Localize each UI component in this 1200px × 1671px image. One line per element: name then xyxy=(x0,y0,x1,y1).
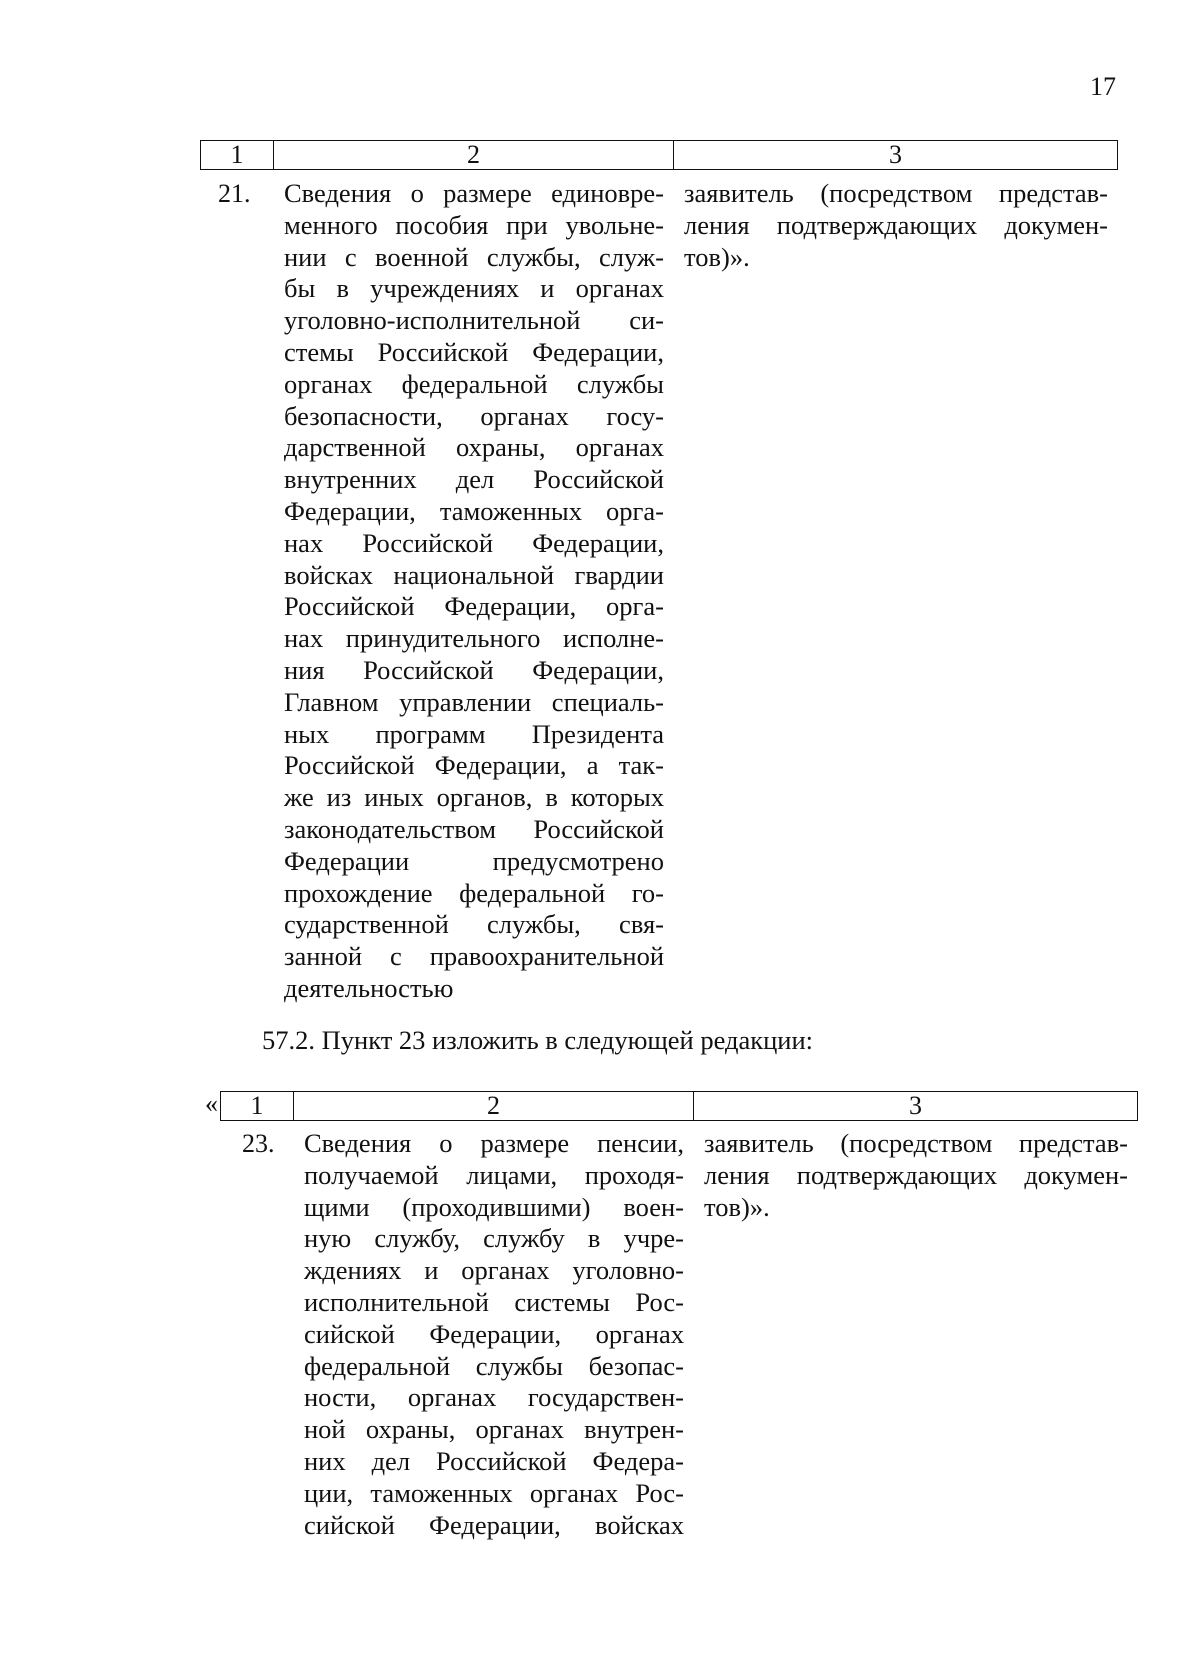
desc-line: Главном управлении специаль- xyxy=(284,686,664,717)
desc-line: законодательством Российской xyxy=(284,813,664,844)
source-line: тов)». xyxy=(704,1191,770,1222)
desc-line: уголовно-исполнительной си- xyxy=(284,305,664,336)
desc-line: ной охраны, органах внутрен- xyxy=(304,1414,684,1445)
table-1-source xyxy=(684,178,1108,273)
desc-line: Федерации, таможенных орга- xyxy=(284,495,664,526)
desc-line: ждениях и органах уголовно- xyxy=(304,1255,684,1286)
table-1-row-number: 21. xyxy=(218,179,251,208)
desc-line: внутренних дел Российской xyxy=(284,464,664,495)
desc-line: нах Российской Федерации, xyxy=(284,527,664,558)
source-line: ления подтверждающих докумен- xyxy=(684,209,1108,240)
desc-line: Российской Федерации, орга- xyxy=(284,591,664,622)
desc-line: них дел Российской Федера- xyxy=(304,1445,684,1476)
table-2-source xyxy=(704,1128,1128,1223)
desc-line: сийской Федерации, войсках xyxy=(304,1509,684,1540)
source-line: тов)». xyxy=(684,241,750,272)
amendment-paragraph: 57.2. Пункт 23 изложить в следующей редакции: xyxy=(262,1025,814,1055)
table-1-header-col-3: 3 xyxy=(673,140,1118,170)
desc-line: сударственной службы, свя- xyxy=(284,909,664,940)
table-2-description xyxy=(304,1128,684,1541)
open-quote: « xyxy=(205,1089,218,1118)
desc-line: ных программ Президента xyxy=(284,718,664,749)
desc-line: бы в учреждениях и органах xyxy=(284,273,664,304)
desc-line: щими (проходившими) воен- xyxy=(304,1191,684,1222)
desc-line: ности, органах государствен- xyxy=(304,1382,684,1413)
desc-line: дарственной охраны, органах xyxy=(284,432,664,463)
source-line: заявитель (посредством представ- xyxy=(704,1128,1128,1158)
page-number: 17 xyxy=(1090,72,1116,101)
desc-line: Федерации предусмотрено xyxy=(284,845,664,876)
desc-line: стемы Российской Федерации, xyxy=(284,336,664,367)
desc-line: получаемой лицами, проходя- xyxy=(304,1159,684,1190)
desc-line: деятельностью xyxy=(284,972,454,1003)
table-1 xyxy=(200,140,1118,1003)
desc-line: сийской Федерации, органах xyxy=(304,1318,684,1349)
table-2 xyxy=(220,1091,1138,1571)
desc-line: нах принудительного исполне- xyxy=(284,623,664,654)
table-2-header-col-2: 2 xyxy=(293,1091,694,1121)
desc-line: Сведения о размере единовре- xyxy=(284,178,664,208)
desc-line: Российской Федерации, а так- xyxy=(284,750,664,781)
desc-line: войсках национальной гвардии xyxy=(284,559,664,590)
desc-line: ную службу, службу в учре- xyxy=(304,1223,684,1254)
desc-line: прохождение федеральной го- xyxy=(284,877,664,908)
desc-line: органах федеральной службы xyxy=(284,368,664,399)
source-line: заявитель (посредством представ- xyxy=(684,178,1108,208)
desc-line: Сведения о размере пенсии, xyxy=(304,1128,684,1158)
desc-line: нии с военной службы, служ- xyxy=(284,241,664,272)
desc-line: менного пособия при увольне- xyxy=(284,209,664,240)
desc-line: занной с правоохранительной xyxy=(284,941,664,972)
table-1-header-col-2: 2 xyxy=(273,140,674,170)
table-2-header-col-3: 3 xyxy=(693,1091,1138,1121)
desc-line: федеральной службы безопас- xyxy=(304,1350,684,1381)
table-1-description xyxy=(284,178,664,1005)
desc-line: исполнительной системы Рос- xyxy=(304,1286,684,1317)
table-1-header-col-1: 1 xyxy=(200,140,274,170)
desc-line: ния Российской Федерации, xyxy=(284,654,664,685)
desc-line: ции, таможенных органах Рос- xyxy=(304,1477,684,1508)
table-2-row-number: 23. xyxy=(242,1129,275,1158)
table-2-header-col-1: 1 xyxy=(220,1091,294,1121)
desc-line: безопасности, органах госу- xyxy=(284,400,664,431)
desc-line: же из иных органов, в которых xyxy=(284,782,664,813)
source-line: ления подтверждающих докумен- xyxy=(704,1159,1128,1190)
